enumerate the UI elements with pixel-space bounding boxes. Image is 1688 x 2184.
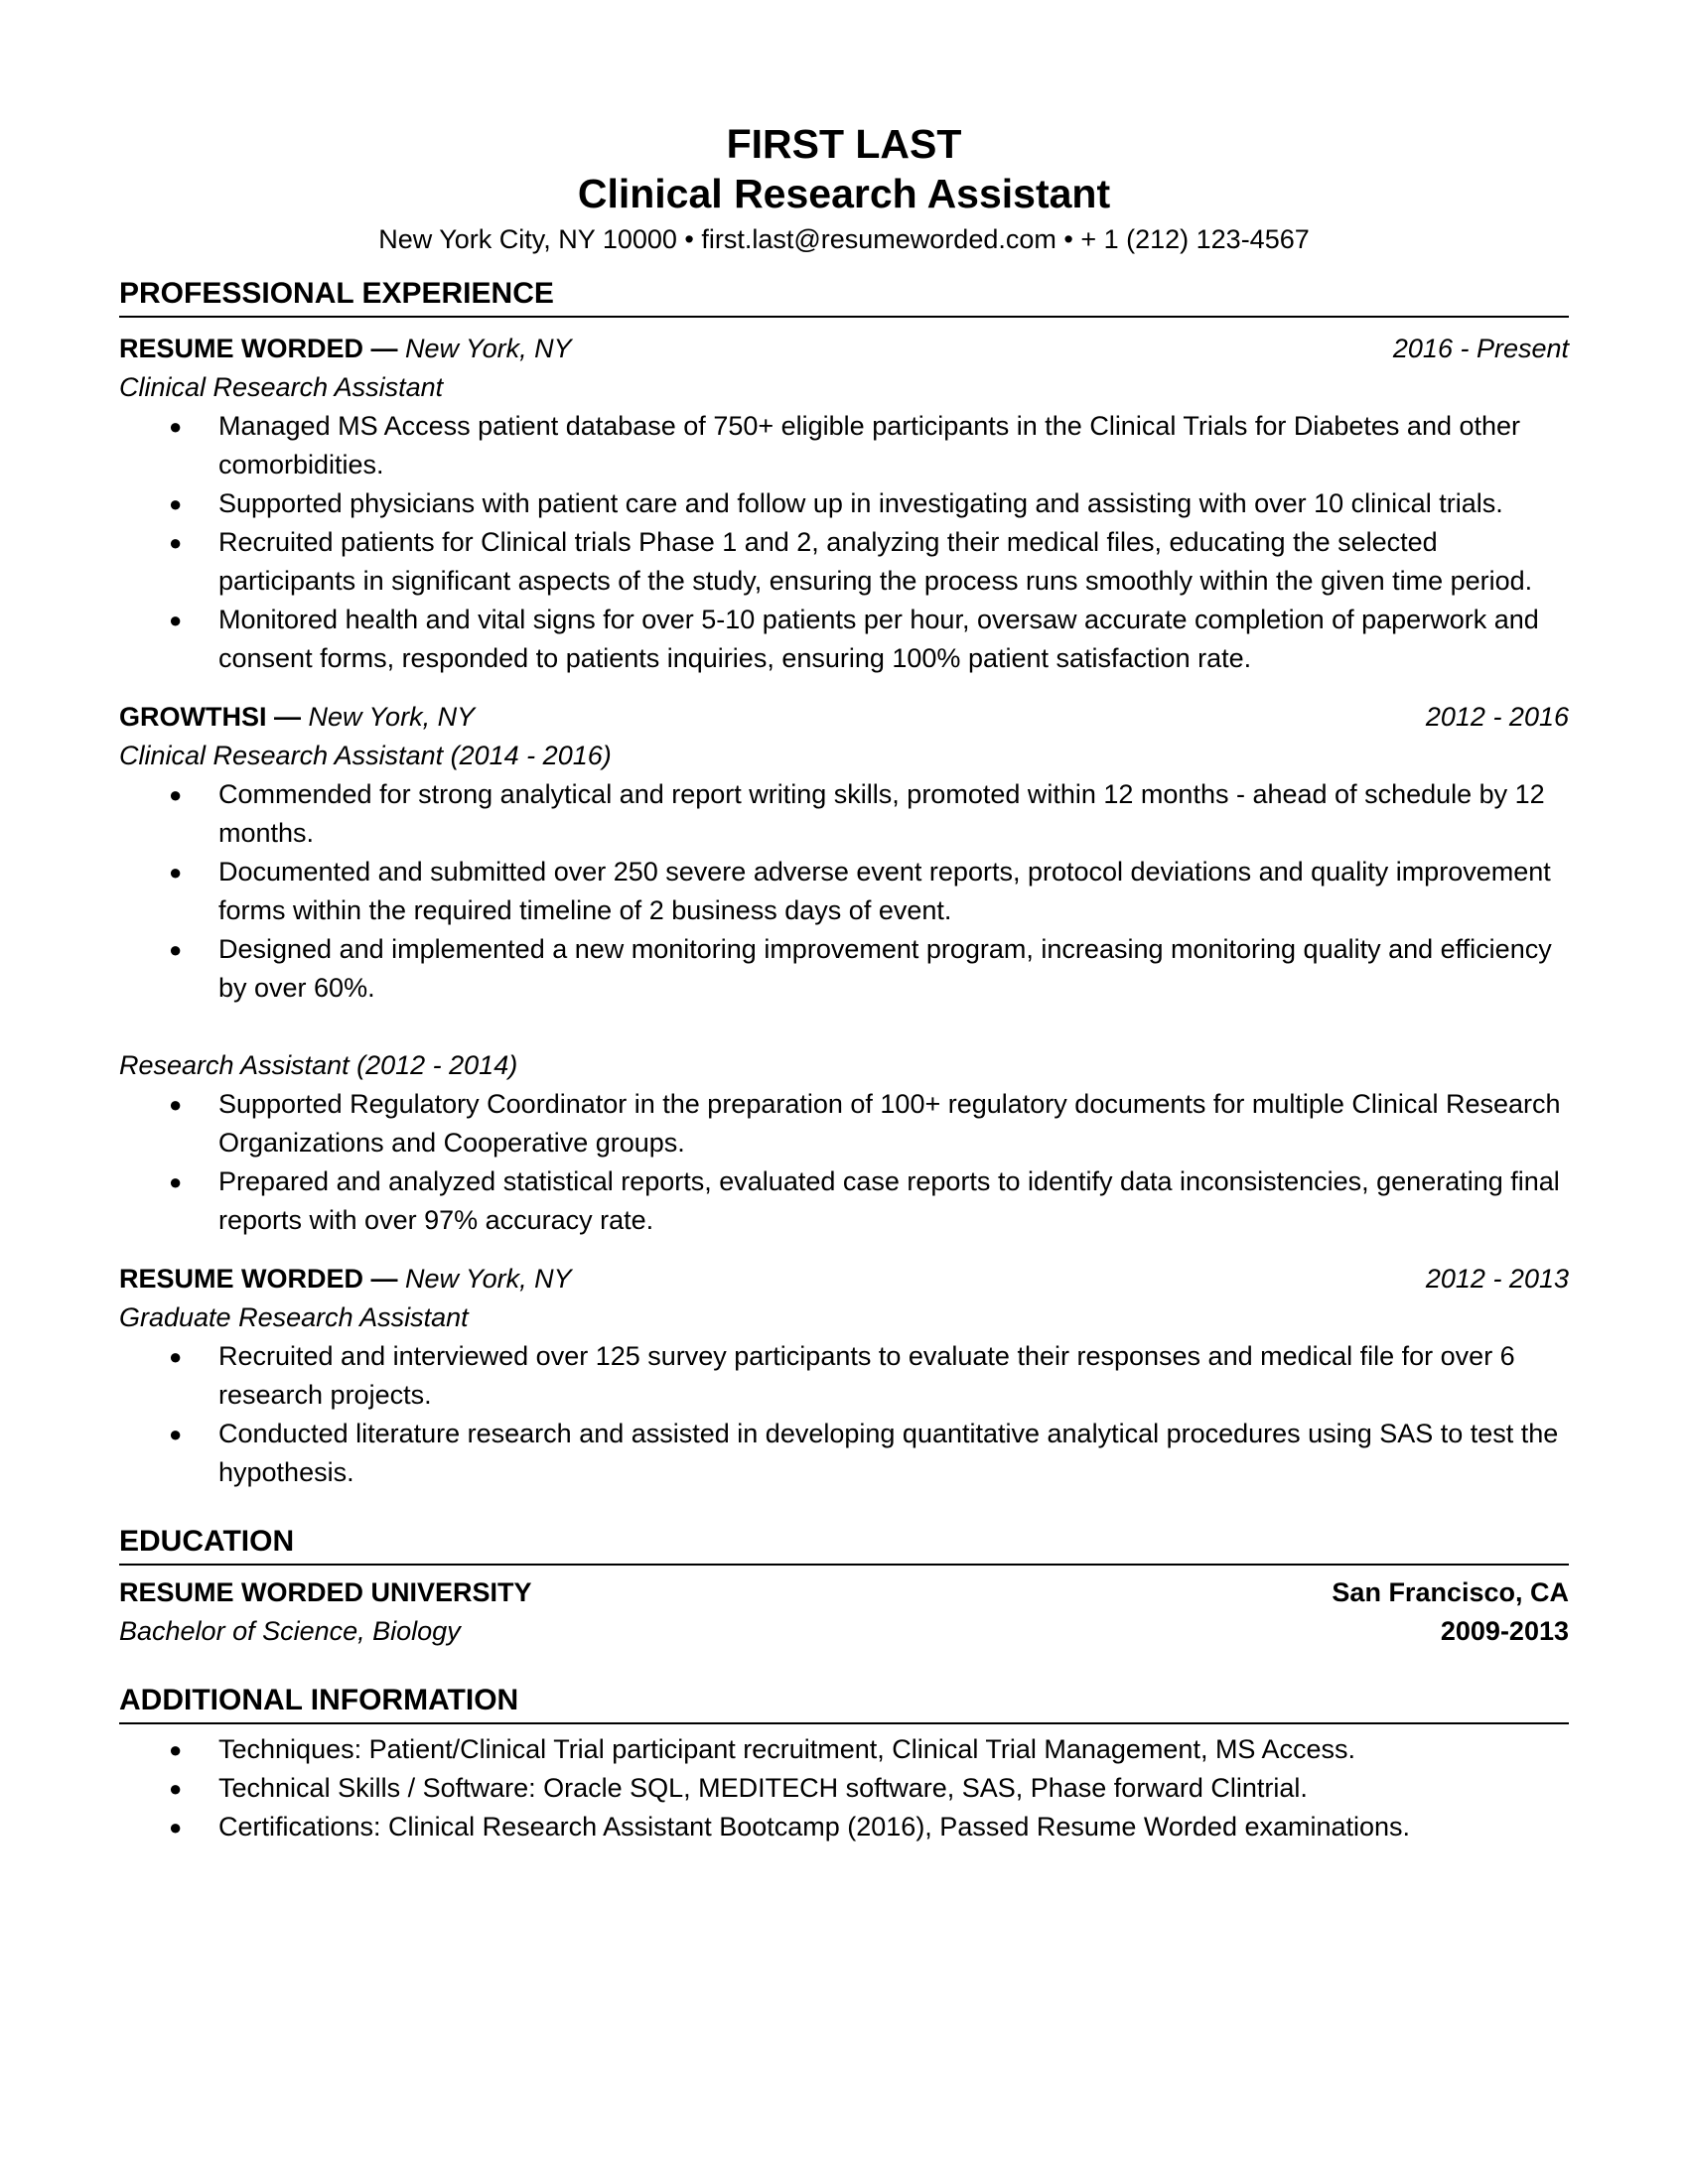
job-dates: 2012 - 2016: [1425, 702, 1569, 732]
job-role: Clinical Research Assistant (2014 - 2016): [119, 741, 612, 770]
job-entry: [119, 330, 1569, 678]
bullet-icon: ●: [169, 491, 183, 516]
candidate-title: Clinical Research Assistant: [577, 171, 1111, 216]
school-name: RESUME WORDED UNIVERSITY: [119, 1577, 532, 1607]
company-name: RESUME WORDED —: [119, 1264, 398, 1294]
bullet-icon: ●: [169, 1776, 183, 1801]
bullet-icon: ●: [169, 1422, 183, 1446]
bullet-icon: ●: [169, 937, 183, 962]
job-role: Graduate Research Assistant: [119, 1302, 469, 1332]
bullet-list: [119, 1730, 1569, 1846]
bullet-icon: ●: [169, 414, 183, 439]
bullet-list: [119, 407, 1569, 678]
candidate-name: FIRST LAST: [726, 121, 962, 167]
bullet-icon: ●: [169, 1344, 183, 1369]
job-dates: 2012 - 2013: [1425, 1264, 1569, 1294]
list-item: ● Designed and implemented a new monitoring improvement program, increasing monitoring quality and efficiency by over 60%.: [119, 930, 1569, 1008]
job-header: [119, 1260, 1569, 1298]
list-item: ● Recruited and interviewed over 125 survey participants to evaluate their responses and medical file for over 6 research projects.: [119, 1337, 1569, 1415]
contact-line: New York City, NY 10000 • first.last@resumeworded.com • + 1 (212) 123-4567: [378, 224, 1310, 254]
bullet-icon: ●: [169, 782, 183, 807]
bullet-list: [119, 1337, 1569, 1492]
education-row: [119, 1573, 1569, 1612]
list-item: ● Managed MS Access patient database of 750+ eligible participants in the Clinical Trials for Diabetes and other comorbidities.: [119, 407, 1569, 484]
bullet-list: [119, 1085, 1569, 1240]
list-item: ● Prepared and analyzed statistical reports, evaluated case reports to identify data inconsistencies, generating final reports with over 97% accuracy rate.: [119, 1162, 1569, 1240]
job-location: New York, NY: [308, 702, 476, 732]
section-heading: EDUCATION: [119, 1522, 1569, 1566]
list-item: ● Monitored health and vital signs for over 5-10 patients per hour, oversaw accurate completion of paperwork and consent forms, responded to patients inquiries, ensuring 100% patient satisfaction rate.: [119, 601, 1569, 678]
experience-section: [119, 274, 1569, 1492]
list-item: ● Technical Skills / Software: Oracle SQL, MEDITECH software, SAS, Phase forward Clintrial.: [119, 1769, 1569, 1808]
list-item: ● Commended for strong analytical and report writing skills, promoted within 12 months - ahead of schedule by 12 months.: [119, 775, 1569, 853]
education-row: [119, 1612, 1569, 1651]
list-item: ● Documented and submitted over 250 severe adverse event reports, protocol deviations and quality improvement forms within the required timeline of 2 business days of event.: [119, 853, 1569, 930]
section-heading: ADDITIONAL INFORMATION: [119, 1681, 1569, 1724]
education-section: [119, 1522, 1569, 1651]
bullet-icon: ●: [169, 1092, 183, 1117]
bullet-icon: ●: [169, 608, 183, 632]
job-dates: 2016 - Present: [1392, 334, 1569, 363]
job-entry: [119, 698, 1569, 1240]
job-header: [119, 330, 1569, 368]
job-location: New York, NY: [405, 1264, 572, 1294]
bullet-list: [119, 775, 1569, 1008]
list-item: ● Supported physicians with patient care and follow up in investigating and assisting with over 10 clinical trials.: [119, 484, 1569, 523]
job-location: New York, NY: [405, 334, 572, 363]
company-name: GROWTHSI —: [119, 702, 301, 732]
education-years: 2009-2013: [1440, 1616, 1569, 1646]
bullet-icon: ●: [169, 530, 183, 555]
school-location: San Francisco, CA: [1332, 1577, 1569, 1607]
section-heading: PROFESSIONAL EXPERIENCE: [119, 274, 1569, 318]
job-role: Research Assistant (2012 - 2014): [119, 1050, 518, 1080]
bullet-icon: ●: [169, 1815, 183, 1840]
job-header: [119, 698, 1569, 737]
list-item: ● Certifications: Clinical Research Assistant Bootcamp (2016), Passed Resume Worded examinations.: [119, 1808, 1569, 1846]
additional-section: [119, 1681, 1569, 1846]
company-name: RESUME WORDED —: [119, 334, 398, 363]
bullet-icon: ●: [169, 860, 183, 885]
list-item: ● Techniques: Patient/Clinical Trial participant recruitment, Clinical Trial Management, MS Access.: [119, 1730, 1569, 1769]
job-entry: [119, 1260, 1569, 1492]
resume-header: [119, 119, 1569, 258]
degree: Bachelor of Science, Biology: [119, 1616, 461, 1646]
bullet-icon: ●: [169, 1737, 183, 1762]
job-role: Clinical Research Assistant: [119, 372, 444, 402]
list-item: ● Recruited patients for Clinical trials Phase 1 and 2, analyzing their medical files, educating the selected participants in significant aspects of the study, ensuring the process runs smoothly within the given time period.: [119, 523, 1569, 601]
resume-page: [119, 119, 1569, 1846]
list-item: ● Supported Regulatory Coordinator in the preparation of 100+ regulatory documents for multiple Clinical Research Organizations and Cooperative groups.: [119, 1085, 1569, 1162]
bullet-icon: ●: [169, 1169, 183, 1194]
list-item: ● Conducted literature research and assisted in developing quantitative analytical procedures using SAS to test the hypothesis.: [119, 1415, 1569, 1492]
